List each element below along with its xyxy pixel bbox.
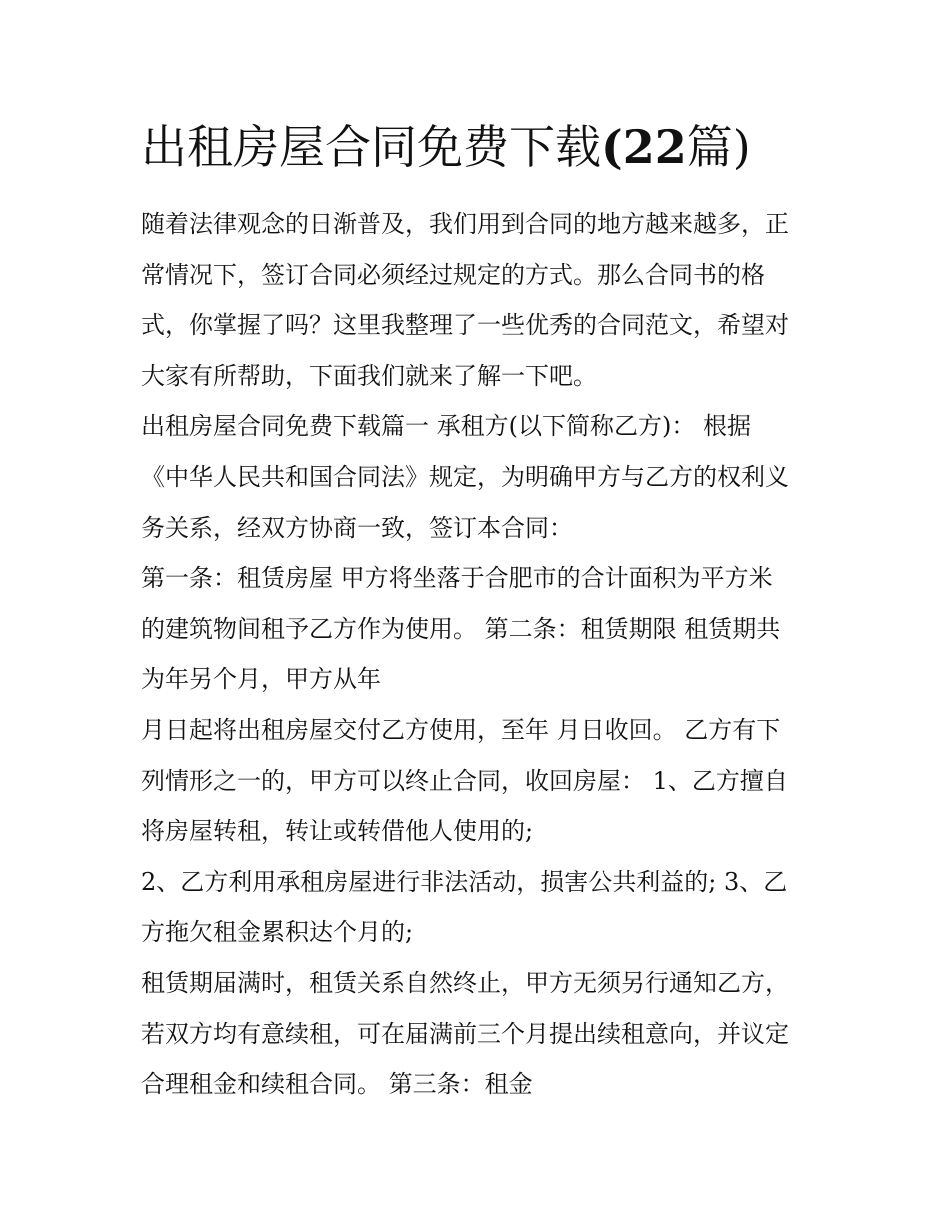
text-line: 为年另个月，甲方从年 [141,665,381,694]
text-line: 常情况下，签订合同必须经过规定的方式。那么合同书的格 [141,260,765,289]
document-title [141,112,751,182]
text-line: 务关系，经双方协商一致，签订本合同： [141,513,573,542]
text-line: 合理租金和续租合同。 第三条：租金 [141,1070,533,1099]
text-line: 《中华人民共和国合同法》规定，为明确甲方与乙方的权利义 [141,462,789,491]
text-line: 列情形之一的，甲方可以终止合同，收回房屋： 1、乙方擅自 [141,766,788,795]
document-body [141,199,821,1110]
title-prefix: 出租房屋合同免费下载 [141,120,601,174]
text-line: 将房屋转租，转让或转借他人使用的; [141,817,534,846]
text-line: 随着法律观念的日渐普及，我们用到合同的地方越来越多，正 [141,210,789,238]
text-line: 大家有所帮助，下面我们就来了解一下吧。 [141,361,597,390]
text-line: 月日起将出租房屋交付乙方使用，至年 月日收回。 乙方有下 [141,715,781,744]
text-line: 第一条：租赁房屋 甲方将坐落于合肥市的合计面积为平方米 [141,564,773,593]
text-line: 2、乙方利用承租房屋进行非法活动，损害公共利益的; 3、乙 [141,867,788,896]
text-line: 租赁期届满时，租赁关系自然终止，甲方无须另行通知乙方， [141,968,789,997]
text-line: 方拖欠租金累积达个月的; [141,918,414,947]
text-line: 若双方均有意续租，可在届满前三个月提出续租意向，并议定 [141,1019,789,1048]
text-line: 的建筑物间租予乙方作为使用。 第二条：租赁期限 租赁期共 [141,614,781,643]
title-number: (22 [601,120,687,174]
text-line: 出租房屋合同免费下载篇一 承租方(以下简称乙方)： 根据 [141,412,751,441]
title-suffix: 篇) [686,120,751,174]
text-line: 式，你掌握了吗？这里我整理了一些优秀的合同范文，希望对 [141,311,789,340]
